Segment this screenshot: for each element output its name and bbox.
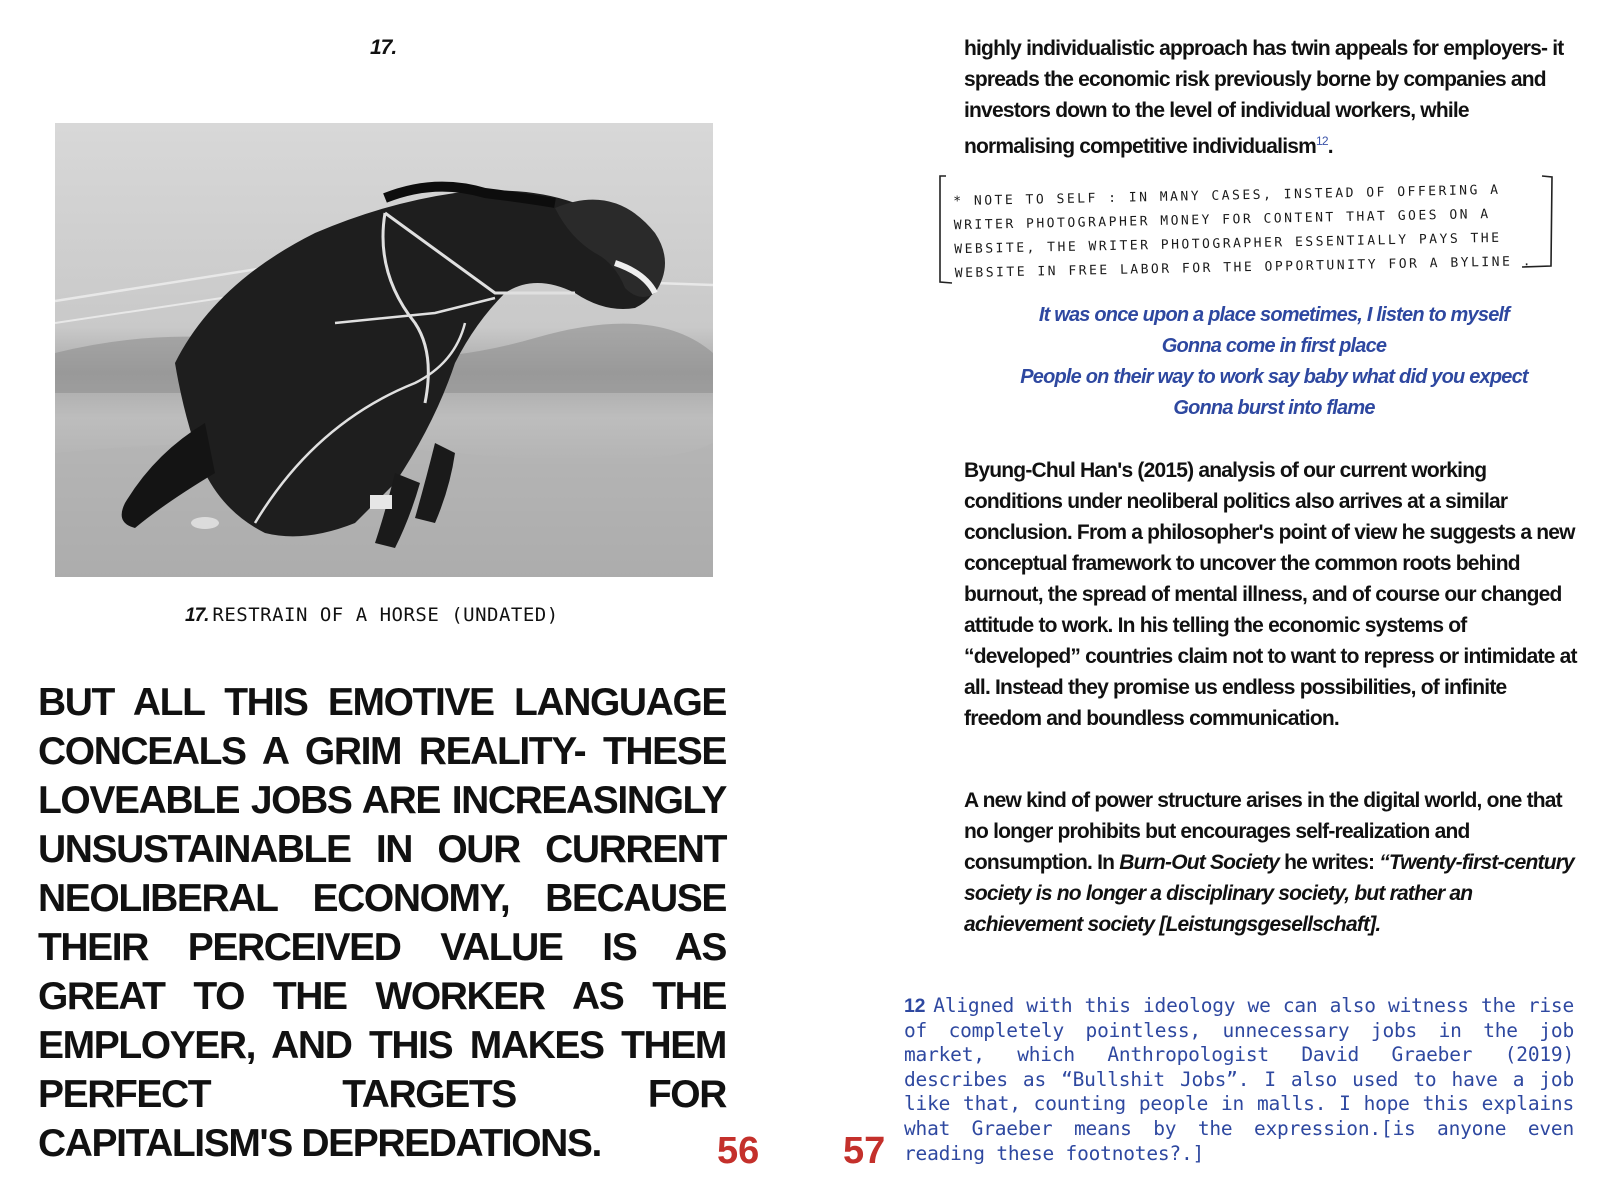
paragraph-1-text: highly individualistic approach has twin appeals for employers- it spreads the economic risk previously borne by companies and investors down to the level of individual workers, while normalising competitive individualism [964,37,1564,158]
paragraph-1-end: . [1327,135,1333,158]
lyric-line: It was once upon a place sometimes, I listen to myself [1038,304,1510,326]
handwritten-note-text: * NOTE TO SELF : IN MANY CASES, INSTEAD OF OFFERING A WRITER PHOTOGRAPHER MONEY FOR CONTENT THAT GOES ON A WEBSITE, THE WRITER PHOTOGRAPHER ESSENTIALLY PAYS THE WEBSITE IN FREE LABOR FOR THE OPPORTUNITY FOR A BYLINE . [953,182,1534,282]
horse-illustration [55,123,713,577]
paragraph-1 [964,33,1579,162]
lyric-line: Gonna burst into flame [1173,397,1375,419]
paragraph-2: Byung-Chul Han's (2015) analysis of our current working conditions under neoliberal politics also arrives at a similar conclusion. From a philosopher's point of view he suggests a new conceptual framework to uncover the common roots behind burnout, the spread of mental illness, and of course our changed attitude to work. In his telling the economic systems of “developed” countries claim not to want to repress or intimidate at all. Instead they promise us endless possibilities, of infinite freedom and boundless communication. [964,459,1577,730]
page-number-left: 56 [717,1130,760,1172]
right-page [800,0,1600,1198]
page-number-right: 57 [843,1130,886,1172]
footnote-12 [904,994,1574,1166]
figure-caption [185,604,559,627]
footnote-ref[interactable]: 12 [1315,134,1328,148]
book-title: Burn-Out Society [1119,851,1280,874]
horse-photo [55,123,713,577]
handwritten-note [932,170,1562,288]
paragraph-3-quote: “Twenty-first-century society is no longer a disciplinary society, but rather an achievement society [Leistungsgesellschaft]. [964,851,1574,936]
pull-quote: BUT ALL THIS EMOTIVE LANGUAGE CONCEALS A GRIM REALITY- THESE LOVEABLE JOBS ARE INCREASINGLY UNSUSTAINABLE IN OUR CURRENT NEOLIBERAL ECONOMY, BECAUSE THEIR PERCEIVED VALUE IS AS GREAT TO THE WORKER AS THE EMPLOYER, AND THIS MAKES THEM PERFECT TARGETS FOR CAPITALISM'S DEPREDATIONS. [38,681,726,1165]
caption-number: 17. [185,605,209,626]
footnote-number: 12 [904,995,926,1017]
song-lyrics [964,300,1584,424]
paragraph-3-start: A new kind of power structure arises in the digital world, one that no longer prohibits but encourages self-realization and consumption. In [964,789,1562,874]
footnote-text: Aligned with this ideology we can also witness the rise of completely pointless, unnecessary jobs in the job market, which Anthropologist David Graeber (2019) describes as “Bullshit Jobs”. I also used to have a job like that, counting people in malls. I hope this explains what Graeber means by the expression.[is anyone even reading these footnotes?.] [904,994,1574,1165]
paragraph-3 [964,785,1579,940]
figure-number: 17. [370,36,397,59]
caption-text: RESTRAIN OF A HORSE (UNDATED) [212,604,559,626]
lyric-line: Gonna come in first place [1161,335,1387,357]
paragraph-3-mid: he writes: [1279,851,1380,874]
lyric-line: People on their way to work say baby what did you expect [1020,366,1528,388]
